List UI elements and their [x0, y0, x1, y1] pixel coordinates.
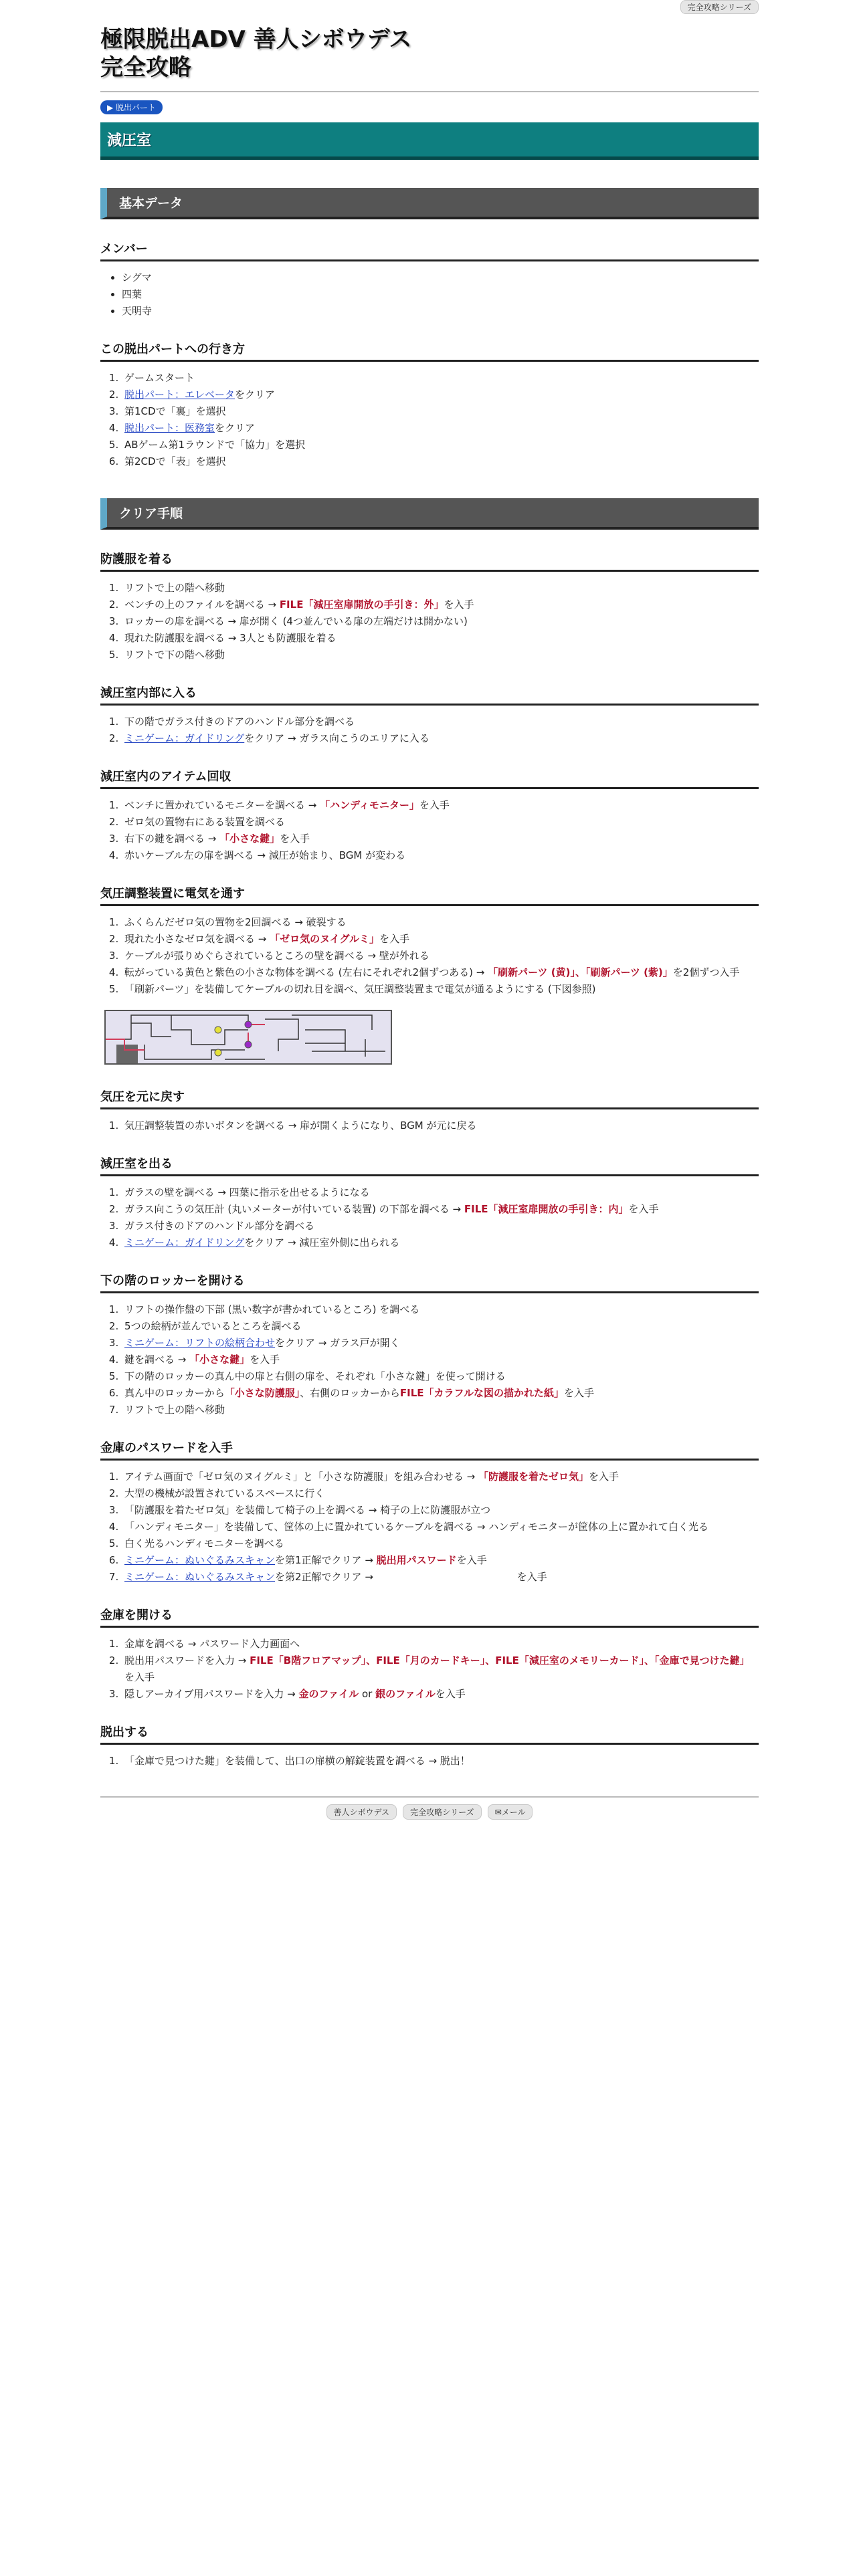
step-item: 2. 5つの絵柄が並んでいるところを調べる	[122, 1318, 759, 1335]
step-item: 1. 金庫を調べる → パスワード入力画面へ	[122, 1636, 759, 1652]
route-step: 1. ゲームスタート	[122, 370, 759, 387]
step-item: 5. リフトで下の階へ移動	[122, 647, 759, 663]
highlight-item: FILE「減圧室扉開放の手引き：内」	[464, 1203, 629, 1215]
subsection-heading: 脱出する	[100, 1723, 759, 1745]
step-item: 3. ガラス付きのドアのハンドル部分を調べる	[122, 1218, 759, 1235]
footer-link-series[interactable]: 完全攻略シリーズ	[403, 1804, 481, 1820]
step-item: 1. 「金庫で見つけた鍵」を装備して、出口の扉横の解錠装置を調べる → 脱出！	[122, 1753, 759, 1769]
step-list	[100, 914, 759, 998]
step-item: 1. リフトで上の階へ移動	[122, 580, 759, 597]
step-item: 7. リフトで上の階へ移動	[122, 1402, 759, 1418]
step-item: 5. 「刷新パーツ」を装備してケーブルの切れ目を調べ、気圧調整装置まで電気が通るようにする (下図参照)	[122, 981, 759, 998]
subsection-heading: 金庫を開ける	[100, 1606, 759, 1628]
subsection-heading: 防護服を着る	[100, 550, 759, 572]
highlight-item: FILE「減圧室扉開放の手引き：外」	[279, 599, 444, 611]
step-item: 2. 大型の機械が設置されているスペースに行く	[122, 1485, 759, 1502]
top-bar	[100, 0, 759, 16]
route-step: 6. 第2CDで「表」を選択	[122, 453, 759, 470]
step-list	[100, 797, 759, 864]
step-item: 5. 白く光るハンディモニターを調べる	[122, 1535, 759, 1552]
footer-link-mail[interactable]: ✉メール	[488, 1804, 533, 1820]
step-link[interactable]: 脱出パート：医務室	[124, 422, 215, 434]
step-list	[100, 1117, 759, 1134]
circuit-diagram-image	[104, 1010, 392, 1065]
step-item: 5. 下の階のロッカーの真ん中の扉と右側の扉を、それぞれ「小さな鍵」を使って開ける	[122, 1368, 759, 1385]
highlight-item: 銀のファイル	[375, 1688, 436, 1700]
route-step: 4. 脱出パート：医務室をクリア	[122, 420, 759, 437]
highlight-item: 脱出用パスワード	[376, 1554, 457, 1566]
step-item: 2. ベンチの上のファイルを調べる → FILE「減圧室扉開放の手引き：外」を入手	[122, 597, 759, 613]
step-item: 7. ミニゲーム：ぬいぐるみスキャンを第2正解でクリア → を入手	[122, 1569, 759, 1586]
step-list	[100, 1184, 759, 1251]
subsection-heading: 気圧を元に戻す	[100, 1087, 759, 1109]
route-list	[100, 370, 759, 470]
circuit-diagram	[104, 1010, 759, 1067]
highlight-item: 「刷新パーツ (黄)」、「刷新パーツ (紫)」	[488, 966, 673, 978]
step-item: 2. ガラス向こうの気圧計 (丸いメーターが付いている装置) の下部を調べる → FILE「減圧室扉開放の手引き：内」を入手	[122, 1201, 759, 1218]
page-title	[100, 25, 759, 82]
subsection-heading: 減圧室内のアイテム回収	[100, 767, 759, 789]
step-list	[100, 1301, 759, 1418]
step-item: 2. 脱出用パスワードを入力 → FILE「B階フロアマップ」、FILE「月のカードキー」、FILE「減圧室のメモリーカード」、「金庫で見つけた鍵」を入手	[122, 1652, 759, 1686]
highlight-item: 「ハンディモニター」	[320, 799, 419, 811]
room-title-banner: 減圧室	[100, 122, 759, 160]
step-item: 1. リフトの操作盤の下部 (黒い数字が書かれているところ) を調べる	[122, 1301, 759, 1318]
members-list	[100, 270, 759, 320]
step-item: 1. 気圧調整装置の赤いボタンを調べる → 扉が開くようになり、BGM が元に戻る	[122, 1117, 759, 1134]
highlight-item: 金のファイル	[298, 1688, 359, 1700]
member-item: • シグマ	[122, 270, 759, 286]
category-tag[interactable]: ▶ 脱出パート	[100, 100, 163, 114]
step-item: 3. 隠しアーカイブ用パスワードを入力 → 金のファイル or 銀のファイルを入手	[122, 1686, 759, 1703]
step-item: 1. ガラスの壁を調べる → 四葉に指示を出せるようになる	[122, 1184, 759, 1201]
highlight-item: 「ゼロ気のヌイグルミ」	[270, 933, 380, 945]
page	[100, 0, 759, 1820]
subsection-heading: 減圧室を出る	[100, 1154, 759, 1176]
step-item: 1. 下の階でガラス付きのドアのハンドル部分を調べる	[122, 714, 759, 730]
step-item: 4. 現れた防護服を調べる → 3人とも防護服を着る	[122, 630, 759, 647]
step-list	[100, 1636, 759, 1703]
yellow-part	[215, 1027, 221, 1033]
step-link[interactable]: 脱出パート：エレベータ	[124, 389, 235, 401]
step-list	[100, 580, 759, 663]
highlight-item: FILE「カラフルな図の描かれた紙」	[399, 1387, 564, 1399]
route-step: 2. 脱出パート：エレベータをクリア	[122, 387, 759, 403]
title-divider	[100, 91, 759, 92]
step-item: 4. 赤いケーブル左の扉を調べる → 減圧が始まり、BGM が変わる	[122, 847, 759, 864]
step-link[interactable]: ミニゲーム：ぬいぐるみスキャン	[124, 1554, 276, 1566]
step-item: 1. ベンチに置かれているモニターを調べる → 「ハンディモニター」を入手	[122, 797, 759, 814]
step-item: 1. アイテム画面で「ゼロ気のヌイグルミ」と「小さな防護服」を組み合わせる → 「防護服を着たゼロ気」を入手	[122, 1469, 759, 1485]
step-item: 4. 鍵を調べる → 「小さな鍵」を入手	[122, 1352, 759, 1368]
step-item: 6. 真ん中のロッカーから「小さな防護服」、右側のロッカーからFILE「カラフルな図の描かれた紙」を入手	[122, 1385, 759, 1402]
step-item: 2. ゼロ気の置物右にある装置を調べる	[122, 814, 759, 831]
highlight-item: 「小さな鍵」	[189, 1354, 250, 1366]
step-list	[100, 1469, 759, 1586]
step-item: 3. 「防護服を着たゼロ気」を装備して椅子の上を調べる → 椅子の上に防護服が立つ	[122, 1502, 759, 1519]
step-item: 3. ケーブルが張りめぐらされているところの壁を調べる → 壁が外れる	[122, 948, 759, 964]
step-item: 4. 転がっている黄色と紫色の小さな物体を調べる (左右にそれぞれ2個ずつある) → 「刷新パーツ (黄)」、「刷新パーツ (紫)」を2個ずつ入手	[122, 964, 759, 981]
step-item: 3. 右下の鍵を調べる → 「小さな鍵」を入手	[122, 831, 759, 847]
step-item: 4. 「ハンディモニター」を装備して、筐体の上に置かれているケーブルを調べる → ハンディモニターが筐体の上に置かれて白く光る	[122, 1519, 759, 1535]
clear-sections	[100, 550, 759, 1769]
purple-part	[245, 1041, 252, 1048]
step-item: 1. ふくらんだゼロ気の置物を2回調べる → 破裂する	[122, 914, 759, 931]
footer-divider	[100, 1796, 759, 1798]
step-list	[100, 714, 759, 747]
route-heading: この脱出パートへの行き方	[100, 340, 759, 362]
route-step: 3. 第1CDで「裏」を選択	[122, 403, 759, 420]
series-link-button[interactable]: 完全攻略シリーズ	[680, 0, 759, 14]
step-item: 6. ミニゲーム：ぬいぐるみスキャンを第1正解でクリア → 脱出用パスワードを入手	[122, 1552, 759, 1569]
step-item: 4. ミニゲーム：ガイドリングをクリア → 減圧室外側に出られる	[122, 1235, 759, 1251]
step-link[interactable]: ミニゲーム：ぬいぐるみスキャン	[124, 1571, 276, 1583]
footer-link-game[interactable]: 善人シボウデス	[326, 1804, 397, 1820]
subsection-heading: 減圧室内部に入る	[100, 683, 759, 706]
member-item: • 天明寺	[122, 303, 759, 320]
subsection-heading: 金庫のパスワードを入手	[100, 1438, 759, 1461]
step-link[interactable]: ミニゲーム：リフトの絵柄合わせ	[124, 1337, 276, 1349]
step-link[interactable]: ミニゲーム：ガイドリング	[124, 732, 245, 744]
members-heading: メンバー	[100, 239, 759, 261]
member-item: • 四葉	[122, 286, 759, 303]
footer-links	[100, 1804, 759, 1820]
clear-steps-heading: クリア手順	[100, 498, 759, 530]
yellow-part	[215, 1049, 221, 1056]
step-item: 2. ミニゲーム：ガイドリングをクリア → ガラス向こうのエリアに入る	[122, 730, 759, 747]
highlight-item: 「小さな鍵」	[219, 833, 280, 845]
subsection-heading: 気圧調整装置に電気を通す	[100, 884, 759, 906]
step-item: 2. 現れた小さなゼロ気を調べる → 「ゼロ気のヌイグルミ」を入手	[122, 931, 759, 948]
highlight-item: 「小さな防護服」	[224, 1387, 300, 1399]
highlight-item: FILE「B階フロアマップ」、FILE「月のカードキー」、FILE「減圧室のメモリーカード」、「金庫で見つけた鍵」	[250, 1654, 750, 1667]
step-item: 3. ロッカーの扉を調べる → 扉が開く (4つ並んでいる扉の左端だけは開かない)	[122, 613, 759, 630]
basic-data-heading: 基本データ	[100, 188, 759, 219]
highlight-item: 「防護服を着たゼロ気」	[478, 1471, 589, 1483]
purple-part	[245, 1021, 252, 1028]
subsection-heading: 下の階のロッカーを開ける	[100, 1271, 759, 1293]
device-block	[116, 1045, 138, 1063]
step-list	[100, 1753, 759, 1769]
route-step: 5. ABゲーム第1ラウンドで「協力」を選択	[122, 437, 759, 453]
step-item: 3. ミニゲーム：リフトの絵柄合わせをクリア → ガラス戸が開く	[122, 1335, 759, 1352]
step-link[interactable]: ミニゲーム：ガイドリング	[124, 1237, 245, 1249]
page-title-line2: 完全攻略	[100, 54, 191, 81]
page-title-line1: 極限脱出ADV 善人シボウデス	[100, 26, 412, 53]
